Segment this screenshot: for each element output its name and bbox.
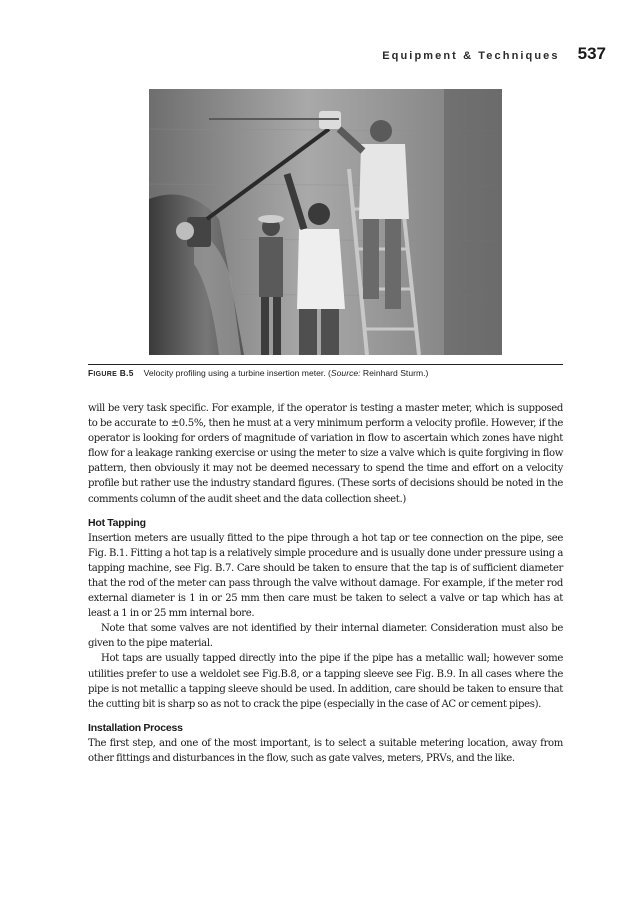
valve-handle xyxy=(176,222,194,240)
paragraph: Insertion meters are usually fitted to the pipe through a hot tap or tee connection on the pipe, see Fig. B.1. Fitting a hot tap is a relatively simple procedure and is usually done under pressure using a tapping machine, see Fig. B.7. Care should be taken to ensure that the tap is of sufficient diameter that the rod of the meter can pass through the valve without damage. For example, if the meter rod external diameter is 1 in or 25 mm then care must be taken to select a valve or tap which has at least a 1 in or 25 mm internal bore. xyxy=(88,532,563,620)
caption-text: Velocity profiling using a turbine insertion meter. ( xyxy=(143,368,331,378)
paragraph: will be very task specific. For example, if the operator is testing a master meter, which is supposed to be accurate to ±0.5%, then he must at a very minimum perform a velocity profile. However, if the operator is looking for orders of magnitude of variation in flow to ascertain which zones have night flow for a leakage ranking exercise or using the meter to size a valve which is quite forgiving in flow pattern, then obviously it may not be deemed necessary to spend the time and effort on a velocity profile but rather use the industry standard figures. (These sorts of decisions should be noted in the comments column of the audit sheet and the data collection sheet.) xyxy=(88,403,563,505)
photo-illustration xyxy=(149,89,502,355)
figure-label: FIGURE B.5 xyxy=(88,368,134,378)
paragraph: Hot taps are usually tapped directly into the pipe if the pipe has a metallic wall; however some utilities prefer to use a weldolet see Fig.B.8, or a tapping sleeve see Fig. B.9. In all cases where the pipe is not metallic a tapping sleeve should be used. In addition, care should be taken to ensure that the cutting bit is sharp so as not to crack the pipe (especially in the case of AC or cement pipes). xyxy=(88,653,563,710)
right-wall-shadow xyxy=(444,89,502,355)
paragraph: The first step, and one of the most important, is to select a suitable metering location, away from other fittings and disturbances in the flow, such as gate valves, meters, PRVs, and the like. xyxy=(88,737,563,764)
caption-rule xyxy=(88,364,563,365)
page-number: 537 xyxy=(577,44,606,63)
figure-photo xyxy=(149,89,502,355)
body-text xyxy=(88,401,563,766)
running-header xyxy=(382,44,606,64)
caption-source-name: Reinhard Sturm.) xyxy=(360,368,429,378)
running-title: Equipment & Techniques xyxy=(382,50,560,62)
section-heading-hot-tapping: Hot Tapping xyxy=(88,516,146,529)
section-heading-installation: Installation Process xyxy=(88,721,183,734)
figure-caption xyxy=(88,368,563,378)
paragraph: Note that some valves are not identified by their internal diameter. Consideration must also be given to the pipe material. xyxy=(88,623,563,650)
caption-source-label: Source: xyxy=(330,368,361,378)
